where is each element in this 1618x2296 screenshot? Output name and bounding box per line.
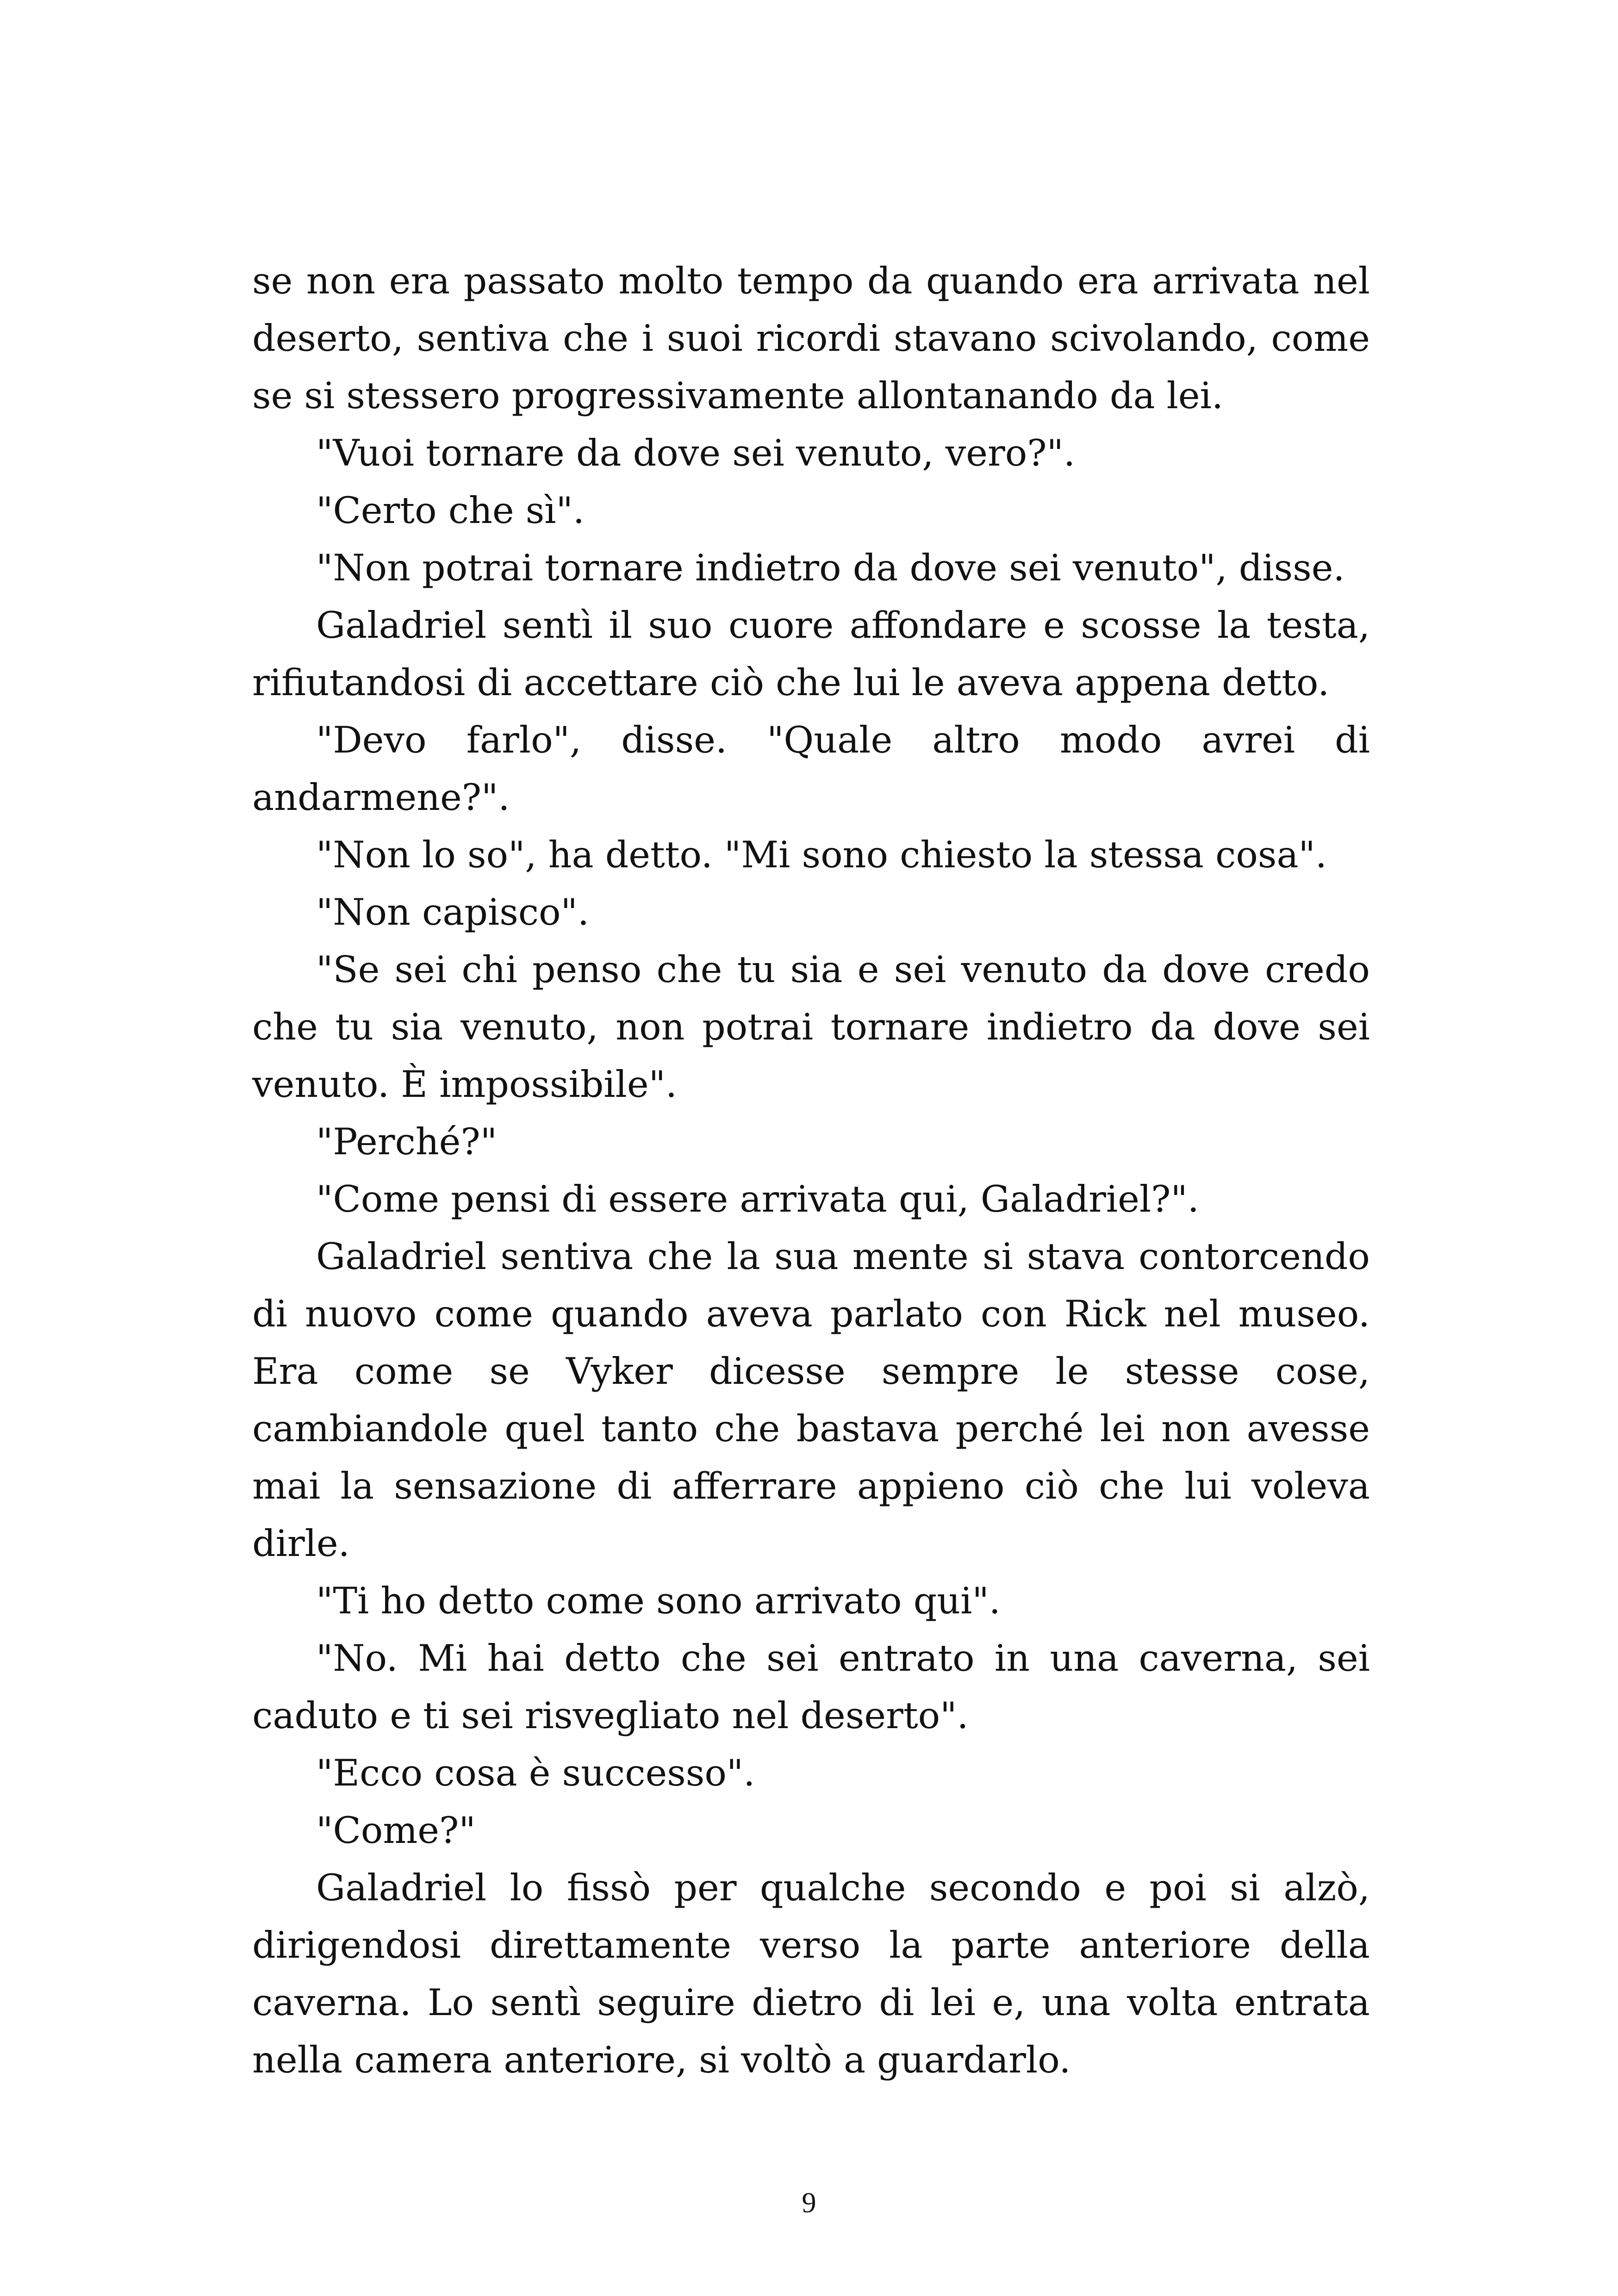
body-text — [252, 252, 1370, 2089]
paragraph-dialogue: "Ecco cosa è successo". — [316, 1752, 755, 1794]
paragraph-dialogue: "Perché?" — [316, 1120, 498, 1163]
page-number: 9 — [802, 2187, 816, 2219]
paragraph-dialogue: "Come pensi di essere arrivata qui, Galadriel?". — [316, 1178, 1199, 1220]
paragraph-narration: Galadriel lo fissò per qualche secondo e poi si alzò, dirigendosi direttamente verso la parte anteriore della caverna. Lo sentì seguire dietro di lei e, una volta entrata nella camera anteriore, si voltò a guardarlo. — [252, 1867, 1370, 2081]
paragraph-dialogue: "Non potrai tornare indietro da dove sei venuto", disse. — [316, 547, 1345, 589]
paragraph-dialogue: "Non lo so", ha detto. "Mi sono chiesto la stessa cosa". — [316, 834, 1327, 876]
paragraph-continuation: se non era passato molto tempo da quando era arrivata nel deserto, sentiva che i suoi ricordi stavano scivolando, come se si stessero progressivamente allontanando da lei. — [252, 260, 1370, 417]
paragraph-dialogue: "Ti ho detto come sono arrivato qui". — [316, 1580, 1001, 1622]
paragraph-dialogue: "Non capisco". — [316, 891, 589, 933]
paragraph-dialogue: "No. Mi hai detto che sei entrato in una caverna, sei caduto e ti sei risvegliato nel deserto". — [252, 1637, 1370, 1737]
paragraph-dialogue: "Vuoi tornare da dove sei venuto, vero?". — [316, 432, 1076, 474]
paragraph-dialogue: "Devo farlo", disse. "Quale altro modo avrei di andarmene?". — [252, 719, 1370, 819]
paragraph-narration: Galadriel sentiva che la sua mente si stava contorcendo di nuovo come quando aveva parlato con Rick nel museo. Era come se Vyker dicesse sempre le stesse cose, cambiandole quel tanto che bastava perché lei non avesse mai la sensazione di afferrare appieno ciò che lui voleva dirle. — [252, 1235, 1370, 1565]
paragraph-dialogue: "Se sei chi penso che tu sia e sei venuto da dove credo che tu sia venuto, non potrai tornare indietro da dove sei venuto. È impossibile". — [252, 948, 1370, 1106]
paragraph-narration: Galadriel sentì il suo cuore affondare e scosse la testa, rifiutandosi di accettare ciò che lui le aveva appena detto. — [252, 604, 1370, 704]
paragraph-dialogue: "Certo che sì". — [316, 489, 585, 532]
paragraph-dialogue: "Come?" — [316, 1809, 476, 1852]
